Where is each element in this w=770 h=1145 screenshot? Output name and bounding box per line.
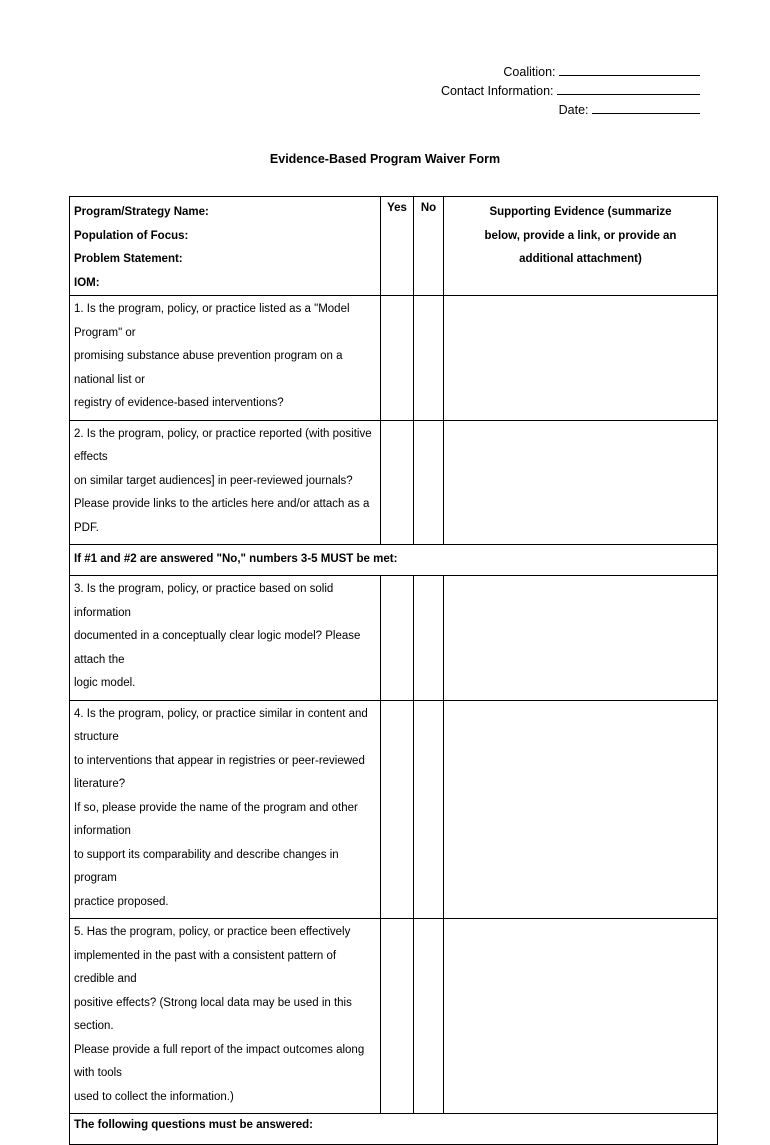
question-5-yes[interactable]: [381, 919, 414, 1114]
question-4-evidence[interactable]: [444, 700, 718, 919]
question-5-evidence[interactable]: [444, 919, 718, 1114]
no-header: No: [414, 197, 444, 296]
iom-label: IOM:: [74, 276, 100, 289]
question-1-text: [70, 296, 381, 421]
question-row-2: [70, 420, 718, 545]
coalition-field: [503, 62, 700, 82]
q1-line: 1. Is the program, policy, or practice listed as a "Model Program" or: [74, 303, 350, 339]
q5-line: positive effects? (Strong local data may be used in this section.: [74, 996, 352, 1032]
q3-line: documented in a conceptually clear logic model? Please attach the: [74, 630, 361, 666]
question-row-5: [70, 919, 718, 1114]
waiver-table: [69, 196, 718, 1145]
question-1-yes[interactable]: [381, 296, 414, 421]
date-label: Date:: [558, 103, 589, 117]
question-3-evidence[interactable]: [444, 576, 718, 701]
yes-header: Yes: [381, 197, 414, 296]
question-row-4: [70, 700, 718, 919]
question-3-yes[interactable]: [381, 576, 414, 701]
question-row-3: [70, 576, 718, 701]
q5-line: Please provide a full report of the impact outcomes along with tools: [74, 1043, 365, 1079]
program-info-cell: [70, 197, 381, 296]
final-row: [70, 1114, 718, 1145]
condition-row: [70, 545, 718, 576]
coalition-label: Coalition:: [503, 65, 556, 79]
q2-line: 2. Is the program, policy, or practice reported (with positive effects: [74, 427, 372, 463]
q2-line: on similar target audiences] in peer-reviewed journals?: [74, 474, 353, 487]
q3-line: 3. Is the program, policy, or practice based on solid information: [74, 583, 334, 619]
q4-line: 4. Is the program, policy, or practice similar in content and structure: [74, 707, 368, 743]
q1-line: registry of evidence-based interventions?: [74, 397, 284, 409]
question-4-text: [70, 700, 381, 919]
q4-line: to support its comparability and describe changes in program: [74, 848, 339, 884]
question-2-no[interactable]: [414, 420, 444, 545]
question-5-no[interactable]: [414, 919, 444, 1114]
contact-info-line[interactable]: [557, 81, 700, 95]
condition-text: If #1 and #2 are answered "No," numbers 3-5 MUST be met:: [70, 545, 718, 576]
question-5-text: [70, 919, 381, 1114]
question-1-evidence[interactable]: [444, 296, 718, 421]
contact-info-field: [441, 81, 700, 101]
question-4-no[interactable]: [414, 700, 444, 919]
form-title: Evidence-Based Program Waiver Form: [269, 152, 501, 166]
question-row-1: [70, 296, 718, 421]
q4-line: If so, please provide the name of the program and other information: [74, 801, 358, 837]
date-line[interactable]: [592, 100, 700, 114]
q5-line: implemented in the past with a consistent pattern of credible and: [74, 949, 337, 985]
q2-line: Please provide links to the articles here and/or attach as a PDF.: [74, 498, 370, 534]
date-field: [559, 100, 700, 120]
contact-info-label: Contact Information:: [440, 84, 554, 98]
q1-line: promising substance abuse prevention program on a national list or: [74, 350, 343, 386]
question-1-no[interactable]: [414, 296, 444, 421]
final-row-text: The following questions must be answered:: [70, 1114, 718, 1145]
program-name-label: Program/Strategy Name:: [74, 206, 209, 218]
q5-line: 5. Has the program, policy, or practice been effectively: [74, 926, 351, 938]
problem-statement-label: Problem Statement:: [74, 253, 183, 265]
evidence-header: Supporting Evidence (summarize below, provide a link, or provide an additional attachment): [444, 197, 718, 296]
question-2-yes[interactable]: [381, 420, 414, 545]
q4-line: to interventions that appear in registries or peer-reviewed literature?: [74, 754, 365, 790]
question-4-yes[interactable]: [381, 700, 414, 919]
q5-line: used to collect the information.): [74, 1090, 234, 1103]
question-2-text: [70, 420, 381, 545]
question-3-no[interactable]: [414, 576, 444, 701]
q3-line: logic model.: [74, 677, 136, 689]
q4-line: practice proposed.: [74, 895, 169, 908]
question-2-evidence[interactable]: [444, 420, 718, 545]
population-label: Population of Focus:: [74, 229, 189, 242]
coalition-line[interactable]: [559, 62, 700, 76]
question-3-text: [70, 576, 381, 701]
header-row: [70, 197, 718, 296]
